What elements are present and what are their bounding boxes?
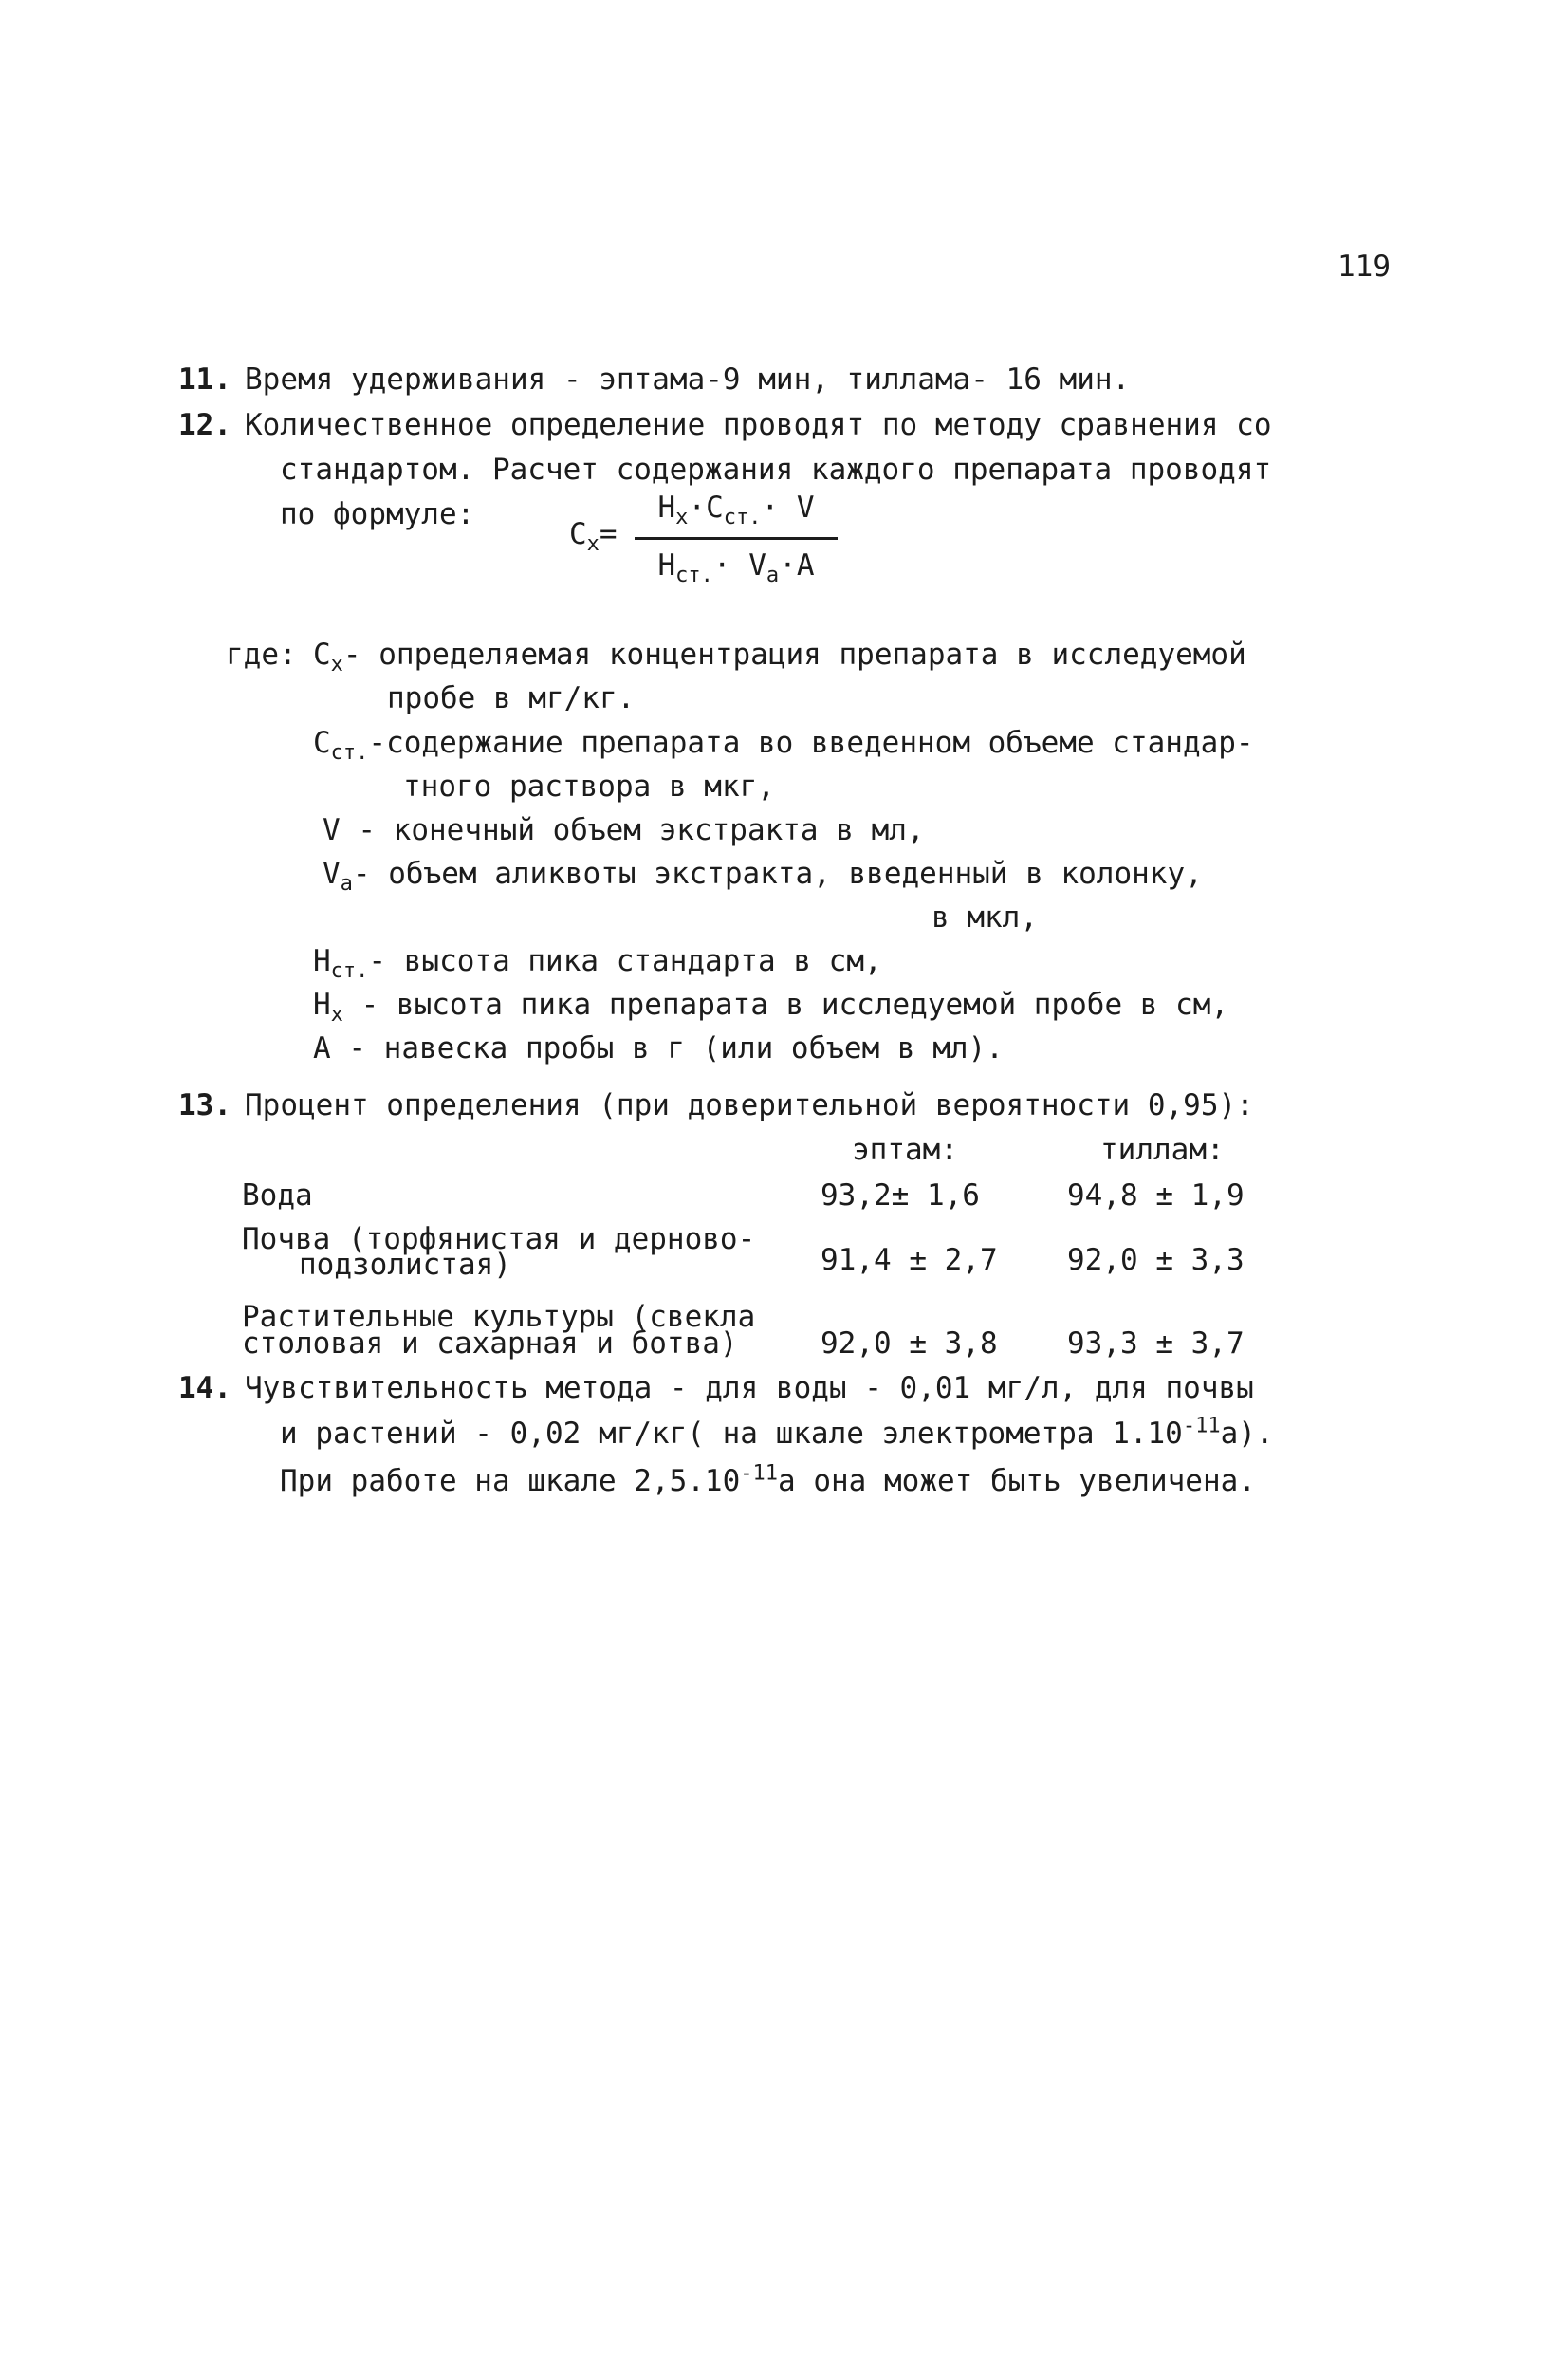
formula-fraction <box>631 486 841 595</box>
item-11-number: 11. <box>178 362 231 397</box>
definition-hst: $Н_{ст.}-$ высота пика стандарта в см, <box>313 944 882 984</box>
item-12-line-2: стандартом. Расчет содержания каждого препарата проводят <box>280 453 1272 487</box>
definition-cx-cont: пробе в мг/кг. <box>387 681 636 715</box>
formula-denominator: $Н_{ст.}\cdot V_а\cdot А$ <box>657 548 815 588</box>
item-12-line-3: по формуле: <box>280 497 475 531</box>
formula-lhs: $С_х=$ <box>569 517 618 557</box>
table-row-soil-eptam: 91,4 ± 2,7 <box>821 1243 998 1277</box>
item-14-number: 14. <box>178 1371 231 1405</box>
item-14-line-3: При работе на шкале $2,5.10^{-11}а$ она может быть увеличена. <box>280 1461 1256 1498</box>
definition-cx: $С_х-$ определяемая концентрация препарата в исследуемой <box>313 638 1246 677</box>
table-header-tillam: тиллам: <box>1100 1133 1225 1167</box>
item-14-line-2: и растений - 0,02 мг/кг( на шкале электрометра $1.10^{-11}а$). <box>280 1414 1274 1451</box>
definition-hx: $Н_х$ - высота пика препарата в исследуемой пробе в см, <box>313 988 1229 1028</box>
definition-va-cont: в мкл, <box>932 900 1038 935</box>
table-row-water-label: Вода <box>242 1178 313 1213</box>
item-12-number: 12. <box>178 408 231 442</box>
table-row-soil-label-cont: подзолистая) <box>299 1248 511 1282</box>
definition-v: V - конечный объем экстракта в мл, <box>323 813 925 847</box>
item-11-text: Время удерживания - эптама-9 мин, тиллама- 16 мин. <box>245 362 1131 397</box>
item-13-text: Процент определения (при доверительной вероятности 0,95): <box>245 1088 1254 1122</box>
table-header-eptam: эптам: <box>852 1133 958 1167</box>
definitions-intro: где: <box>226 638 297 672</box>
definition-cst: $С_{ст.}$-содержание препарата во введенном объеме стандар- <box>313 726 1254 766</box>
formula-numerator: $Н_х\cdot С_{ст.}\cdot V$ <box>657 491 815 530</box>
definition-va: $V_а-$ объем аликвоты экстракта, введенный в колонку, <box>323 857 1203 897</box>
table-row-water-tillam: 94,8 ± 1,9 <box>1067 1178 1245 1213</box>
item-12-line-1: Количественное определение проводят по методу сравнения со <box>245 408 1272 442</box>
table-row-plants-label-cont: столовая и сахарная и ботва) <box>242 1326 738 1361</box>
item-13-number: 13. <box>178 1088 231 1122</box>
definition-cst-cont: тного раствора в мкг, <box>403 769 775 804</box>
item-14-line-1: Чувствительность метода - для воды - 0,01 мг/л, для почвы <box>245 1371 1254 1405</box>
table-row-soil-label: Почва (торфянистая и дерново- <box>242 1222 756 1256</box>
table-row-plants-tillam: 93,3 ± 3,7 <box>1067 1326 1245 1361</box>
table-row-plants-eptam: 92,0 ± 3,8 <box>821 1326 998 1361</box>
page-number: 119 <box>1337 250 1391 284</box>
table-row-water-eptam: 93,2± 1,6 <box>821 1178 980 1213</box>
table-row-soil-tillam: 92,0 ± 3,3 <box>1067 1243 1245 1277</box>
definition-a: А - навеска пробы в г (или объем в мл). <box>313 1031 1004 1066</box>
table-row-plants-label: Растительные культуры (свекла <box>242 1300 756 1334</box>
